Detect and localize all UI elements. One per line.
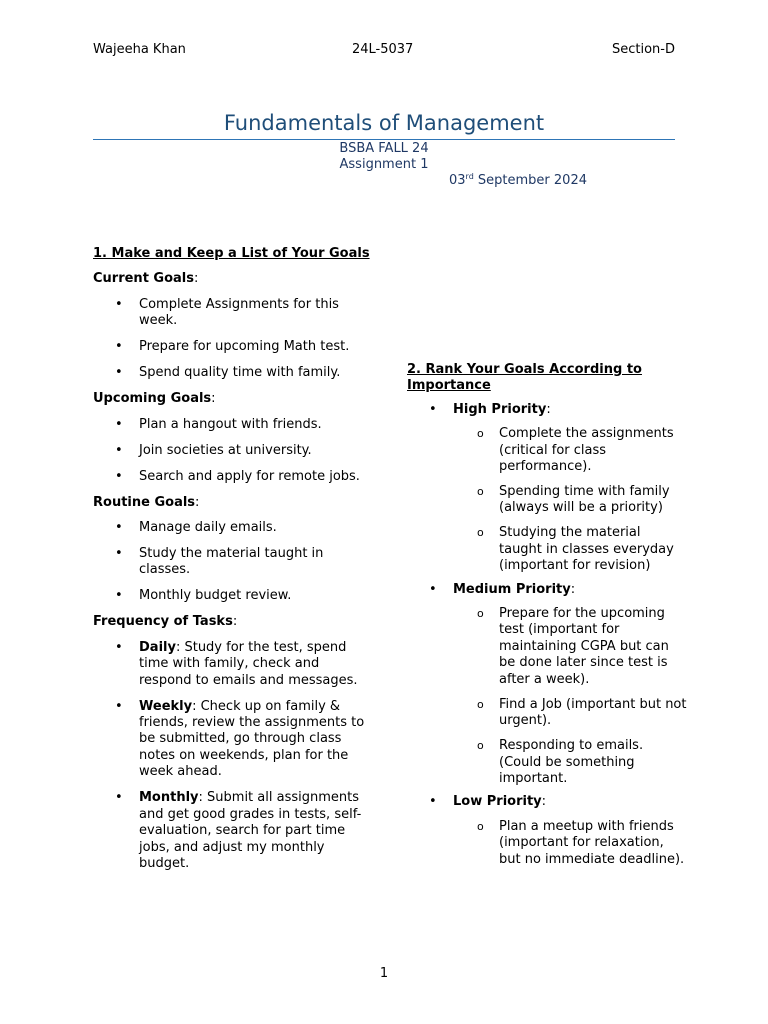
low-priority-list [453,819,687,868]
list-item: o Studying the material taught in classes everyday (important for revision) [453,525,687,574]
section2-heading: 2. Rank Your Goals According to Importance [407,362,642,394]
current-goals-label: Current Goals: [93,271,199,287]
document-title: Fundamentals of Management [223,111,545,135]
assignment-label: Assignment 1 [339,157,429,172]
priority-list [407,402,687,868]
list-item: • Daily: Study for the test, spend time with family, check and respond to emails and messages. [93,640,373,689]
page-number: 1 [379,966,389,981]
page-header [93,42,675,60]
list-item: • Complete Assignments for this week. [93,297,373,330]
high-priority-list [453,426,687,574]
list-item: • Search and apply for remote jobs. [93,469,373,485]
course-label: BSBA FALL 24 [339,141,429,156]
section-label: Section-D [611,42,675,57]
priority-label: High Priority [453,401,547,417]
medium-priority-list [453,606,687,787]
section1-heading: 1. Make and Keep a List of Your Goals [93,246,370,261]
list-item: o Prepare for the upcoming test (important for maintaining CGPA but can be done later since test is after a week). [453,606,687,688]
list-item: • Monthly: Submit all assignments and get good grades in tests, self-evaluation, search for part time jobs, and adjust my monthly budget. [93,790,373,872]
frequency-list [93,640,373,872]
list-item: o Complete the assignments (critical for class performance). [453,426,687,475]
list-item: • Monthly budget review. [93,588,373,604]
current-goals-list [93,297,373,382]
routine-goals-list [93,520,373,605]
document-date [449,173,587,189]
priority-label: Low Priority [453,794,542,810]
title-underline [93,139,675,140]
list-item: o Spending time with family (always will be a priority) [453,484,687,517]
list-item: o Plan a meetup with friends (important for relaxation, but no immediate deadline). [453,819,687,868]
frequency-term: Weekly [139,698,193,714]
list-item: o Responding to emails. (Could be something important. [453,738,687,787]
list-item: o Find a Job (important but not urgent). [453,697,687,730]
list-item: • Weekly: Check up on family & friends, review the assignments to be submitted, go through class notes on weekends, plan for the week ahead. [93,699,373,781]
section-goals-list [93,246,373,872]
upcoming-goals-label: Upcoming Goals: [93,391,216,407]
frequency-term: Monthly [139,790,199,806]
date-suffix: rd [465,172,474,181]
section-rank-goals [407,362,687,868]
list-item: • Spend quality time with family. [93,365,373,381]
list-item: • Prepare for upcoming Math test. [93,339,373,355]
upcoming-goals-list [93,417,373,485]
list-item: • Join societies at university. [93,443,373,459]
date-rest: September 2024 [473,173,587,188]
priority-low: • Low Priority: o Plan a meetup with friends (important for relaxation, but no immediate deadline). [407,794,687,868]
date-day: 03 [449,173,466,188]
student-id: 24L-5037 [352,42,414,57]
frequency-label: Frequency of Tasks: [93,614,238,630]
priority-medium: • Medium Priority: o Prepare for the upcoming test (important for maintaining CGPA but can be done later since test is after a week). o Find a Job (important but not urgent). o Responding to emails. (Could be something important. [407,582,687,788]
priority-label: Medium Priority [453,581,571,597]
priority-high: • High Priority: o Complete the assignments (critical for class performance). o Spending time with family (always will be a priority) o Studying the material taught in classes everyday (important for revision) [407,402,687,575]
routine-goals-label: Routine Goals: [93,494,200,510]
list-item: • Manage daily emails. [93,520,373,536]
list-item: • Study the material taught in classes. [93,546,373,579]
list-item: • Plan a hangout with friends. [93,417,373,433]
frequency-term: Daily [139,639,176,655]
author-name: Wajeeha Khan [93,42,186,57]
